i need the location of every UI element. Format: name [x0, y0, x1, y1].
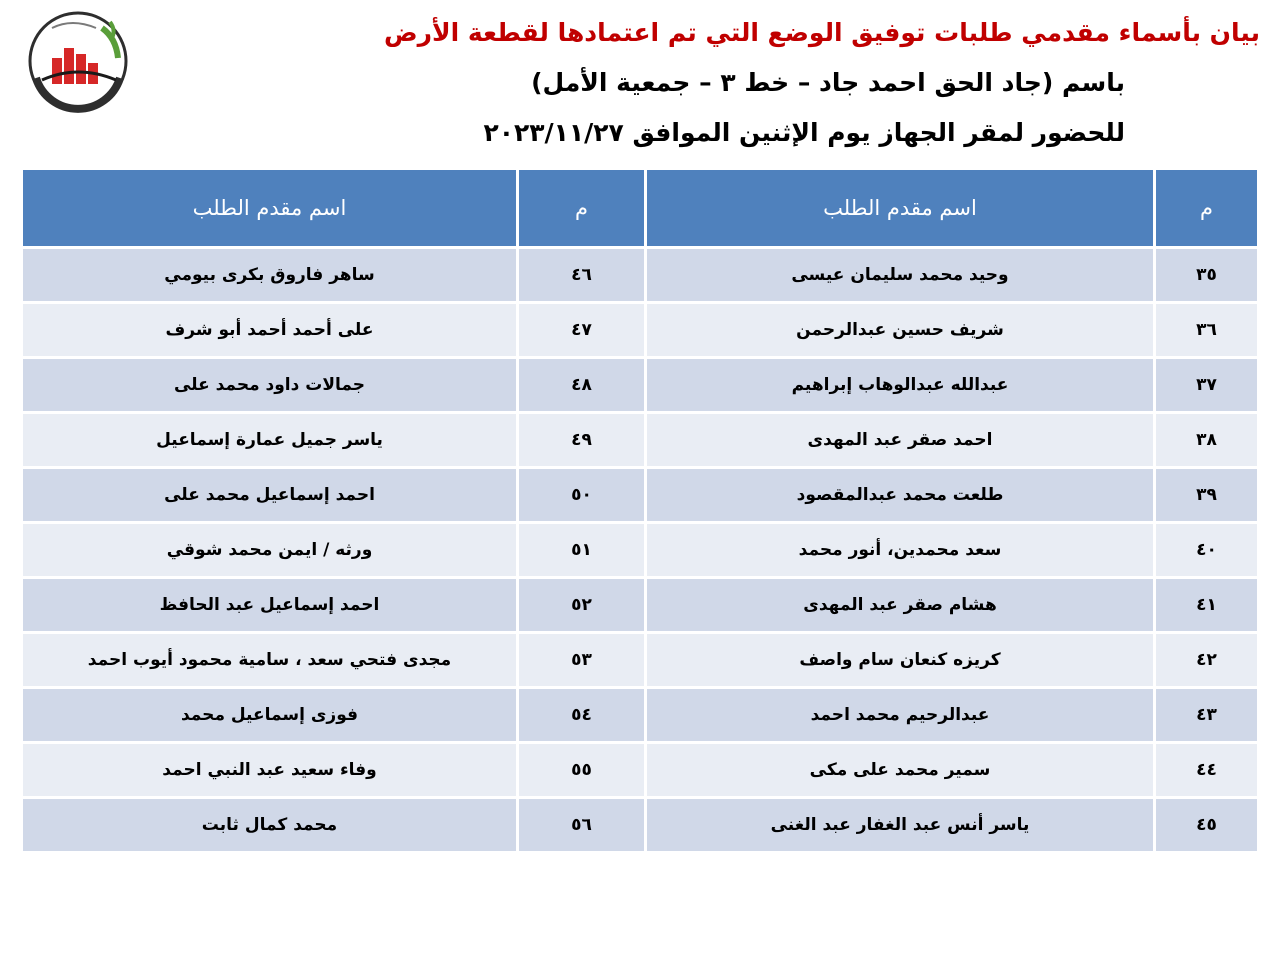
applicants-table [20, 167, 1260, 854]
title-line-2: باسم (جاد الحق احمد جاد – خط ٣ – جمعية الأمل) [531, 68, 1125, 97]
row-number: ٥٥ [519, 744, 644, 796]
row-number: ٤٥ [1156, 799, 1257, 851]
table-row [23, 744, 1257, 796]
row-number: ٥٤ [519, 689, 644, 741]
applicant-name: احمد إسماعيل محمد على [23, 469, 516, 521]
header-name-1: اسم مقدم الطلب [647, 170, 1153, 246]
applicant-name: احمد إسماعيل عبد الحافظ [23, 579, 516, 631]
table-row [23, 359, 1257, 411]
table-row [23, 414, 1257, 466]
applicant-name: وحيد محمد سليمان عيسى [647, 249, 1153, 301]
applicant-name: على أحمد أحمد أبو شرف [23, 304, 516, 356]
applicant-name: عبدالرحيم محمد احمد [647, 689, 1153, 741]
table-row [23, 689, 1257, 741]
row-number: ٥١ [519, 524, 644, 576]
applicant-name: ورثه / ايمن محمد شوقي [23, 524, 516, 576]
row-number: ٤٧ [519, 304, 644, 356]
applicant-name: محمد كمال ثابت [23, 799, 516, 851]
row-number: ٥٣ [519, 634, 644, 686]
title-block [150, 8, 1260, 158]
applicant-name: احمد صقر عبد المهدى [647, 414, 1153, 466]
title-line-3: للحضور لمقر الجهاز يوم الإثنين الموافق ٢٠٢٣/١١/٢٧ [483, 118, 1125, 147]
table-row [23, 634, 1257, 686]
row-number: ٣٨ [1156, 414, 1257, 466]
row-number: ٤٨ [519, 359, 644, 411]
table-row [23, 249, 1257, 301]
applicant-name: هشام صقر عبد المهدى [647, 579, 1153, 631]
table-row [23, 799, 1257, 851]
table-header-row [23, 170, 1257, 246]
applicant-name: وفاء سعيد عبد النبي احمد [23, 744, 516, 796]
row-number: ٣٦ [1156, 304, 1257, 356]
table-row [23, 579, 1257, 631]
header-num-1: م [1156, 170, 1257, 246]
table-row [23, 304, 1257, 356]
table-row [23, 469, 1257, 521]
table-row [23, 524, 1257, 576]
header-num-2: م [519, 170, 644, 246]
row-number: ٣٧ [1156, 359, 1257, 411]
applicant-name: كريزه كنعان سام واصف [647, 634, 1153, 686]
header-name-2: اسم مقدم الطلب [23, 170, 516, 246]
applicant-name: مجدى فتحي سعد ، سامية محمود أيوب احمد [23, 634, 516, 686]
row-number: ٤٤ [1156, 744, 1257, 796]
applicant-name: فوزى إسماعيل محمد [23, 689, 516, 741]
applicant-name: سعد محمدين، أنور محمد [647, 524, 1153, 576]
applicant-name: عبدالله عبدالوهاب إبراهيم [647, 359, 1153, 411]
applicant-name: شريف حسين عبدالرحمن [647, 304, 1153, 356]
row-number: ٣٥ [1156, 249, 1257, 301]
applicant-name: سمير محمد على مكى [647, 744, 1153, 796]
logo [22, 8, 134, 114]
row-number: ٤٩ [519, 414, 644, 466]
row-number: ٤٢ [1156, 634, 1257, 686]
row-number: ٤١ [1156, 579, 1257, 631]
row-number: ٥٦ [519, 799, 644, 851]
title-line-1: بيان بأسماء مقدمي طلبات توفيق الوضع التي تم اعتمادها لقطعة الأرض [383, 18, 1260, 47]
row-number: ٤٦ [519, 249, 644, 301]
applicant-name: ياسر جميل عمارة إسماعيل [23, 414, 516, 466]
row-number: ٤٠ [1156, 524, 1257, 576]
row-number: ٤٣ [1156, 689, 1257, 741]
applicant-name: ياسر أنس عبد الغفار عبد الغنى [647, 799, 1153, 851]
row-number: ٣٩ [1156, 469, 1257, 521]
applicant-name: طلعت محمد عبدالمقصود [647, 469, 1153, 521]
row-number: ٥٠ [519, 469, 644, 521]
applicant-name: جمالات داود محمد على [23, 359, 516, 411]
applicant-name: ساهر فاروق بكرى بيومي [23, 249, 516, 301]
row-number: ٥٢ [519, 579, 644, 631]
